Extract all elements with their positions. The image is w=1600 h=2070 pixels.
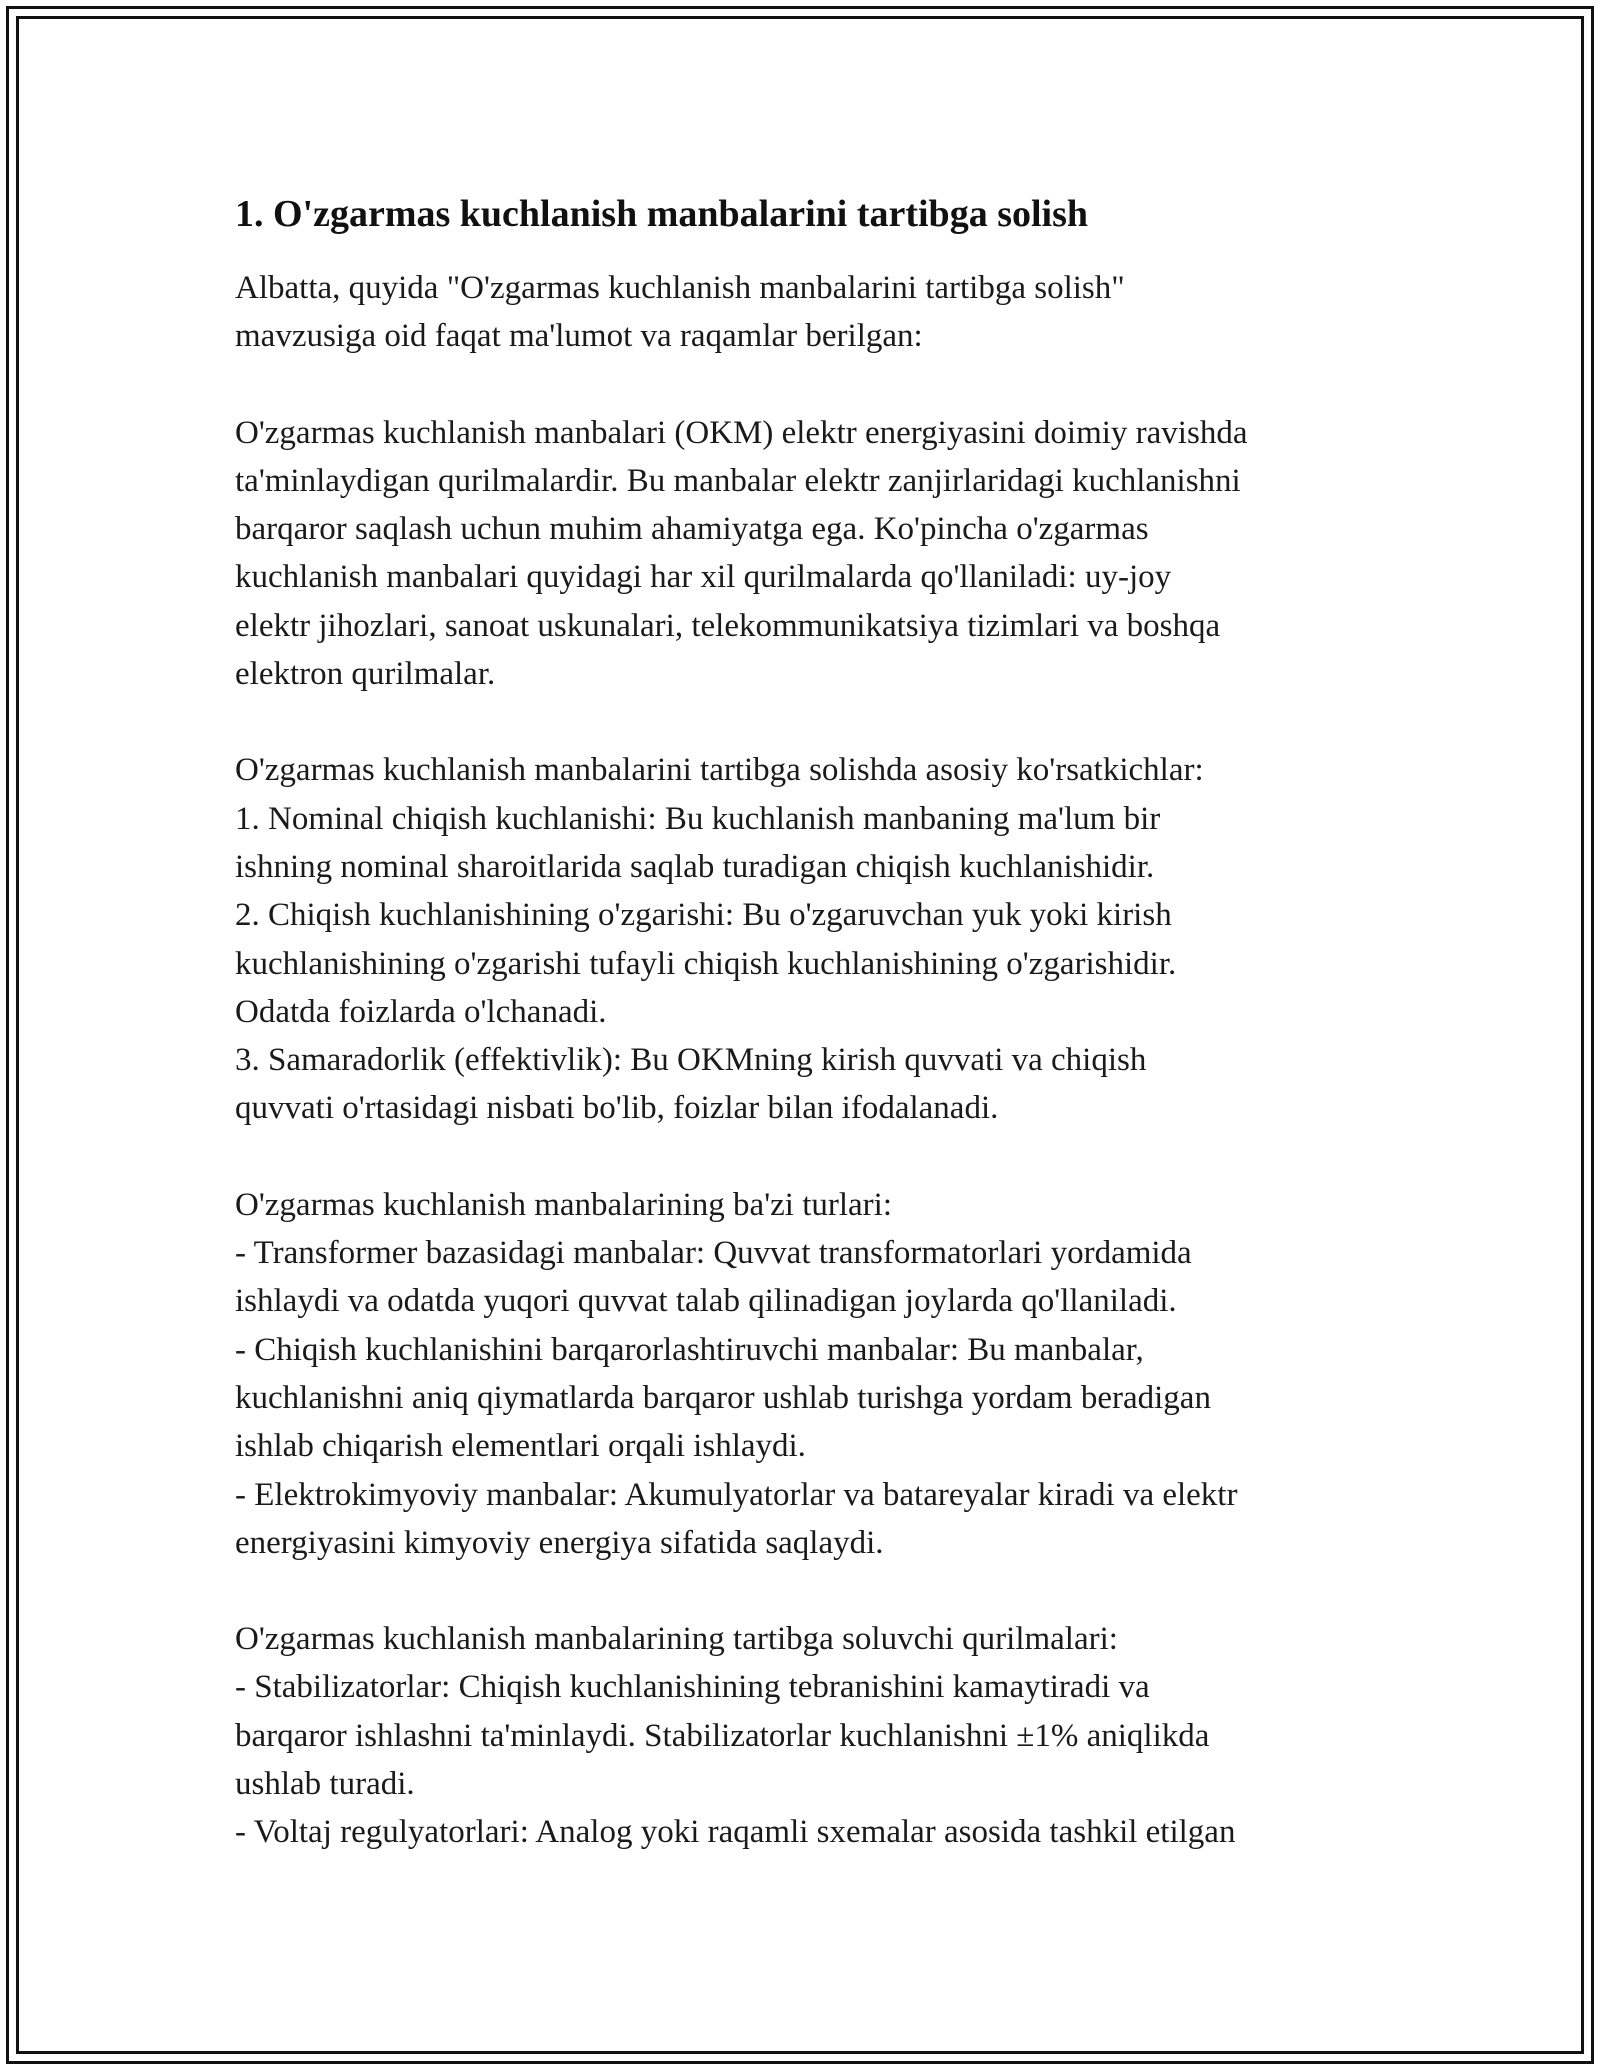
intro-paragraph bbox=[235, 264, 1375, 361]
document-body bbox=[235, 188, 1375, 1905]
text-line: Albatta, quyida "O'zgarmas kuchlanish manbalarini tartibga solish" bbox=[235, 270, 1125, 306]
text-line: kuchlanishining o'zgarishi tufayli chiqish kuchlanishining o'zgarishidir. bbox=[235, 945, 1177, 982]
key-indicators-paragraph bbox=[235, 746, 1375, 1132]
text-line: barqaror saqlash uchun muhim ahamiyatga ega. Ko'pincha o'zgarmas bbox=[235, 511, 1149, 548]
text-line: elektron qurilmalar. bbox=[235, 656, 496, 693]
list-item: - Elektrokimyoviy manbalar: Akumulyatorlar va batareyalar kiradi va elektr bbox=[235, 1476, 1238, 1513]
definition-paragraph bbox=[235, 409, 1375, 699]
list-item: - Voltaj regulyatorlari: Analog yoki raqamli sxemalar asosida tashkil etilgan bbox=[235, 1814, 1236, 1851]
text-line: elektr jihozlari, sanoat uskunalari, telekommunikatsiya tizimlari va boshqa bbox=[235, 607, 1221, 644]
text-line: ishlab chiqarish elementlari orqali ishlaydi. bbox=[235, 1428, 806, 1465]
text-line: O'zgarmas kuchlanish manbalari (OKM) elektr energiyasini doimiy ravishda bbox=[235, 414, 1248, 451]
text-line: Odatda foizlarda o'lchanadi. bbox=[235, 993, 607, 1030]
text-line: ta'minlaydigan qurilmalardir. Bu manbalar elektr zanjirlaridagi kuchlanishni bbox=[235, 462, 1241, 499]
text-line: mavzusiga oid faqat ma'lumot va raqamlar berilgan: bbox=[235, 318, 923, 355]
text-line: ushlab turadi. bbox=[235, 1766, 415, 1803]
list-item: 1. Nominal chiqish kuchlanishi: Bu kuchlanish manbaning ma'lum bir bbox=[235, 800, 1161, 837]
list-item: - Chiqish kuchlanishini barqarorlashtiruvchi manbalar: Bu manbalar, bbox=[235, 1331, 1144, 1368]
document-title: 1. O'zgarmas kuchlanish manbalarini tartibga solish bbox=[235, 193, 1089, 235]
text-line: O'zgarmas kuchlanish manbalarining tartibga soluvchi qurilmalari: bbox=[235, 1621, 1118, 1658]
types-paragraph bbox=[235, 1181, 1375, 1567]
list-item: 3. Samaradorlik (effektivlik): Bu OKMning kirish quvvati va chiqish bbox=[235, 1042, 1147, 1079]
text-line: quvvati o'rtasidagi nisbati bo'lib, foizlar bilan ifodalanadi. bbox=[235, 1090, 999, 1127]
text-line: kuchlanishni aniq qiymatlarda barqaror ushlab turishga yordam beradigan bbox=[235, 1379, 1211, 1416]
text-line: kuchlanish manbalari quyidagi har xil qurilmalarda qo'llaniladi: uy-joy bbox=[235, 559, 1172, 596]
text-line: barqaror ishlashni ta'minlaydi. Stabilizatorlar kuchlanishni ±1% aniqlikda bbox=[235, 1717, 1210, 1754]
list-item: - Transformer bazasidagi manbalar: Quvvat transformatorlari yordamida bbox=[235, 1235, 1192, 1272]
text-line: energiyasini kimyoviy energiya sifatida saqlaydi. bbox=[235, 1524, 884, 1561]
text-line: O'zgarmas kuchlanish manbalarini tartibga solishda asosiy ko'rsatkichlar: bbox=[235, 752, 1204, 789]
text-line: ishlaydi va odatda yuqori quvvat talab qilinadigan joylarda qo'llaniladi. bbox=[235, 1283, 1177, 1320]
text-line: O'zgarmas kuchlanish manbalarining ba'zi turlari: bbox=[235, 1186, 893, 1223]
regulators-paragraph bbox=[235, 1615, 1375, 1856]
list-item: - Stabilizatorlar: Chiqish kuchlanishining tebranishini kamaytiradi va bbox=[235, 1669, 1150, 1706]
text-line: ishning nominal sharoitlarida saqlab turadigan chiqish kuchlanishidir. bbox=[235, 848, 1155, 885]
list-item: 2. Chiqish kuchlanishining o'zgarishi: Bu o'zgaruvchan yuk yoki kirish bbox=[235, 897, 1172, 934]
